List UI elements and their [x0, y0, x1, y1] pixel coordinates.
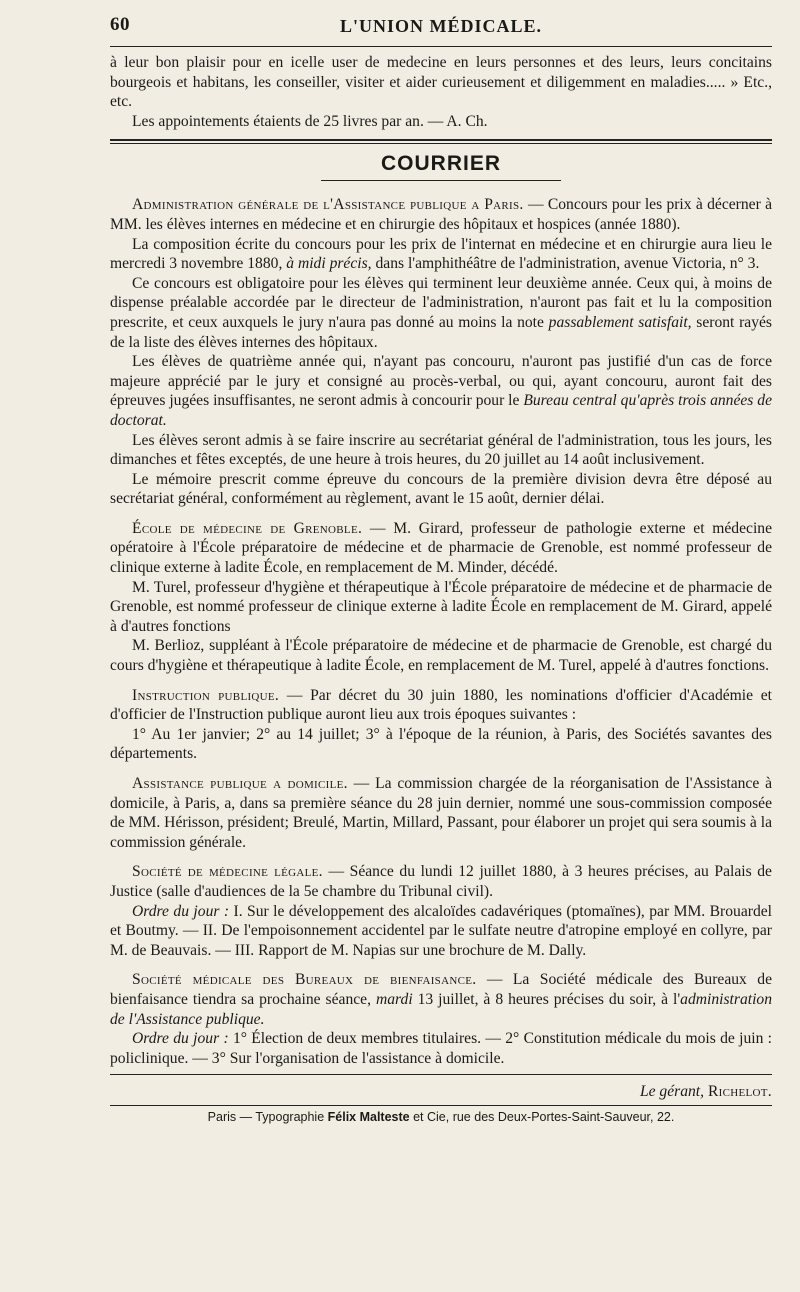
footer-rule [110, 1074, 772, 1075]
admin-paragraph-4: Les élèves de quatrième année qui, n'ayant pas concouru, n'auront pas justifié d'un cas de force majeure apprécié par le jury et consigné au procès-verbal, ou qui, ayant concouru, auront fait des épreuves jugées insuffisantes, ne seront admis à concourir pour le Bureau central qu'après trois années de doctorat. [110, 353, 772, 429]
instruction-heading: Instruction publique. [132, 686, 280, 704]
admin-heading: Administration générale de l'Assistance publique a Paris. [132, 196, 524, 214]
admin-paragraph-3: Ce concours est obligatoire pour les élèves qui terminent leur deuxième année. Ceux qui, à moins de dispense préalable accordée par le directeur de l'administration, n'auront pas fait et lu la composition prescrite, et ceux auxquels le jury n'aura pas donné au moins la note passablement satisfait, seront rayés de la liste des élèves internes des hôpitaux. [110, 274, 773, 351]
legale-heading: Société de médecine légale. [132, 863, 323, 881]
bienfaisance-heading: Société médicale des Bureaux de bienfaisance. [132, 971, 477, 989]
printer-line: Paris — Typographie Félix Malteste et Cie, rue des Deux-Portes-Saint-Sauveur, 22. [207, 1110, 675, 1125]
grenoble-paragraph-1: École de médecine de Grenoble. — M. Girard, professeur de pathologie externe et médecine opératoire à l'École préparatoire de médecine et de pharmacie de Grenoble, est nommé professeur de clinique externe à ladite École, en remplacement de M. Minder, décédé. [110, 519, 772, 577]
signature: Le gérant, Richelot. [639, 1083, 772, 1101]
instruction-paragraph-1: Instruction publique. — Par décret du 30 juin 1880, les nominations d'officier d'Académie et d'officier de l'Instruction publique auront lieu aux trois époques suivantes : [110, 686, 772, 724]
admin-paragraph-1: Administration générale de l'Assistance publique a Paris. — Concours pour les prix à décerner à MM. les élèves internes en médecine et en chirurgie des hôpitaux et hospices (année 1880). [110, 196, 772, 233]
newspaper-page [110, 14, 772, 1124]
admin-paragraph-5: Les élèves seront admis à se faire inscrire au secrétariat général de l'administration, tous les jours, les dimanches et fêtes exceptés, de une heure à trois heures, du 20 juillet au 14 août inclusivement. [110, 431, 772, 469]
legale-paragraph-1: Société de médecine légale. — Séance du lundi 12 juillet 1880, à 3 heures précises, au Palais de Justice (salle d'audiences de la 5e chambre du Tribunal civil). [110, 863, 772, 900]
printer-rule [110, 1105, 772, 1106]
section-title: COURRIER [380, 152, 501, 176]
bienfaisance-paragraph-1: Société médicale des Bureaux de bienfaisance. — La Société médicale des Bureaux de bienfaisance tiendra sa prochaine séance, mardi 13 juillet, à 8 heures précises du soir, à l'administration de l'Assistance publique. [110, 971, 772, 1028]
instruction-paragraph-2: 1° Au 1er janvier; 2° au 14 juillet; 3° à l'époque de la réunion, à Paris, des Sociétés savantes des départements. [110, 725, 772, 763]
assistance-paragraph: Assistance publique a domicile. — La commission chargée de la réorganisation de l'Assistance à domicile, à Paris, a, dans sa première séance du 28 juin dernier, nommé une sous-commission composée de MM. Hérisson, président; Breulé, Martin, Millard, Passant, pour élaborer un projet qui sera soumis à la commission générale. [110, 775, 772, 851]
journal-title: L'UNION MÉDICALE. [339, 16, 543, 36]
page-number: 60 [110, 14, 130, 35]
admin-paragraph-6: Le mémoire prescrit comme épreuve du concours de la première division devra être déposé au secrétariat général, conformément au règlement, avant le 15 août, dernier délai. [110, 470, 772, 508]
intro-signoff: Les appointements étaients de 25 livres par an. — A. Ch. [132, 112, 488, 130]
grenoble-paragraph-2: M. Turel, professeur d'hygiène et thérapeutique à l'École préparatoire de médecine et de pharmacie de Grenoble, est nommé professeur de clinique externe à ladite École en remplacement de M. Girard, appelé à d'autres fonctions [110, 578, 772, 635]
legale-paragraph-2: Ordre du jour : I. Sur le développement des alcaloïdes cadavériques (ptomaïnes), par MM. Brouardel et Boutmy. — II. De l'empoisonnement accidentel par le sulfate neutre d'atropine employé en collyre, par M. de Beauvais. — III. Rapport de M. Napias sur une brochure de M. Dally. [110, 902, 772, 959]
title-underline [321, 180, 561, 181]
section-rule-thick [110, 139, 772, 141]
intro-paragraph: à leur bon plaisir pour en icelle user de medecine en leurs personnes et des leurs, leurs concitains bourgeois et habitans, les conseiller, visiter et aider curieusement et diligemment en maladies..... » Etc., etc. [110, 54, 772, 111]
bienfaisance-paragraph-2: Ordre du jour : 1° Élection de deux membres titulaires. — 2° Constitution médicale du mois de juin : policlinique. — 3° Sur l'organisation de l'assistance à domicile. [110, 1030, 772, 1067]
section-rule-thin [110, 143, 772, 144]
grenoble-paragraph-3: M. Berlioz, suppléant à l'École préparatoire de médecine et de pharmacie de Grenoble, est chargé du cours d'hygiène et thérapeutique à ladite École, en remplacement de M. Turel, appelé à d'autres fonctions. [110, 637, 772, 675]
assistance-heading: Assistance publique a domicile. [132, 775, 348, 792]
admin-paragraph-2: La composition écrite du concours pour les prix de l'internat en médecine et en chirurgie aura lieu le mercredi 3 novembre 1880, à midi précis, dans l'amphithéâtre de l'administration, avenue Victoria, n° 3. [110, 235, 772, 273]
header-rule [110, 46, 772, 47]
page-header [110, 14, 772, 44]
grenoble-heading: École de médecine de Grenoble. [132, 519, 363, 537]
